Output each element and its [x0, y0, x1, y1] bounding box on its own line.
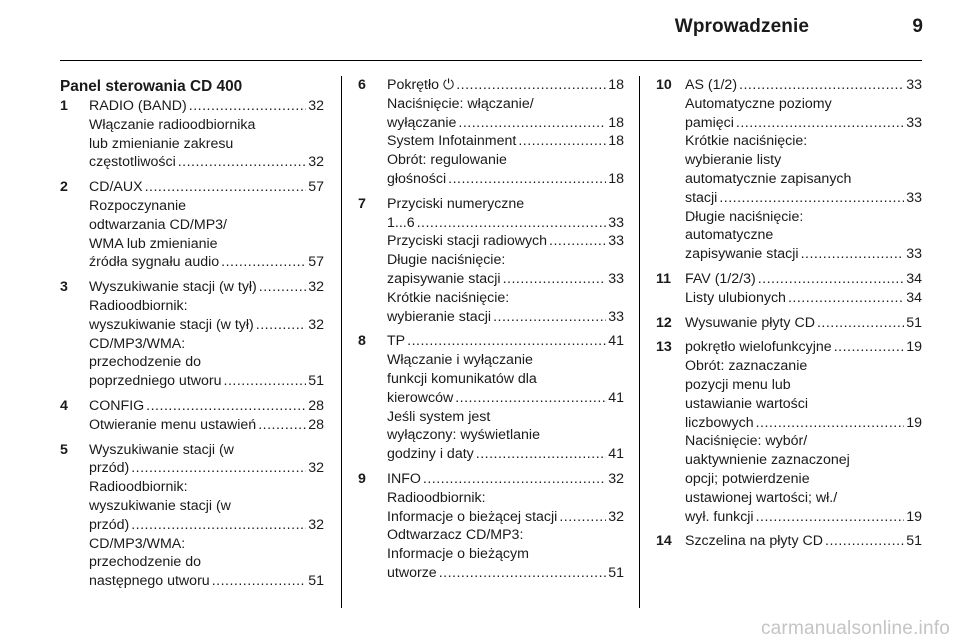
entry-line: [89, 97, 324, 116]
entry-text: Włączanie i wyłączanie: [387, 352, 533, 369]
entry-line: [387, 195, 624, 214]
entry-text: CD/MP3/WMA:: [89, 535, 186, 552]
index-entry-1: [60, 97, 324, 172]
entry-line: [387, 76, 624, 95]
dot-leader: [146, 397, 306, 416]
entry-text: CD/AUX: [89, 179, 143, 196]
dot-leader: [189, 97, 306, 116]
page-header-title: Wprowadzenie: [674, 16, 809, 37]
entry-line: [685, 432, 922, 451]
entry-text: Krótkie naciśnięcie:: [387, 289, 510, 306]
entry-line: [685, 151, 922, 170]
entry-line: [387, 232, 624, 251]
entry-text: Listy ulubionych: [685, 289, 786, 306]
index-entry-10: [656, 76, 922, 264]
page-reference: 28: [308, 397, 324, 414]
entry-line: [685, 95, 922, 114]
dot-leader: [456, 76, 606, 95]
entry-number: 11: [656, 270, 671, 287]
entry-text: 1...6: [387, 214, 415, 231]
entry-text: wył. funkcji: [685, 508, 754, 525]
entry-line: [89, 459, 324, 478]
dot-leader: [145, 178, 307, 197]
dot-leader: [131, 516, 306, 535]
entry-line: [685, 226, 922, 245]
entry-line: [89, 253, 324, 272]
page-reference: 32: [308, 460, 324, 477]
entry-text: Odtwarzacz CD/MP3:: [387, 527, 524, 544]
page-reference: 32: [608, 508, 624, 525]
entry-text: Pokrętło ⏻: [387, 77, 455, 93]
page-reference: 33: [608, 270, 624, 287]
entry-lines: [89, 97, 324, 172]
dot-leader: [736, 114, 904, 133]
dot-leader: [834, 338, 905, 357]
dot-leader: [739, 76, 904, 95]
entry-text: utworze: [387, 564, 437, 581]
entry-line: [89, 153, 324, 172]
entry-text: RADIO (BAND): [89, 98, 187, 114]
entry-text: CD/MP3/WMA:: [89, 335, 186, 352]
page-reference: 33: [608, 233, 624, 250]
entry-line: [387, 95, 624, 114]
dot-leader: [559, 508, 606, 527]
page-reference: 32: [308, 154, 324, 171]
page-reference: 33: [608, 214, 624, 231]
entry-line: [387, 370, 624, 389]
entry-line: [89, 335, 324, 354]
entry-text: wyłączony: wyświetlanie: [387, 427, 540, 444]
index-entry-6: [358, 76, 624, 189]
page-reference: 18: [608, 77, 624, 93]
column-divider-left: [341, 76, 342, 608]
entry-line: [89, 478, 324, 497]
entry-text: CONFIG: [89, 397, 145, 414]
page-reference: 19: [906, 508, 922, 525]
dot-leader: [224, 372, 307, 391]
entry-text: Radioodbiornik:: [89, 479, 188, 496]
index-entry-4: [60, 397, 324, 435]
dot-leader: [131, 459, 306, 478]
entry-number: 14: [656, 533, 672, 550]
content-column-3: [656, 76, 922, 557]
page-reference: 33: [906, 189, 922, 206]
dot-leader: [756, 508, 905, 527]
entry-line: [89, 116, 324, 135]
dot-leader: [801, 245, 905, 264]
entry-line: [685, 338, 922, 357]
entry-line: [387, 132, 624, 151]
entry-line: [89, 178, 324, 197]
entry-line: [387, 408, 624, 427]
entry-lines: [89, 441, 324, 591]
dot-leader: [788, 289, 904, 308]
entry-text: System Infotainment: [387, 133, 517, 150]
entry-text: Wyszukiwanie stacji (w tył): [89, 279, 257, 296]
page-number: 9: [912, 16, 923, 37]
entry-line: [387, 114, 624, 133]
entry-text: automatyczne: [685, 227, 774, 244]
entry-line: [685, 451, 922, 470]
entry-line: [387, 151, 624, 170]
dot-leader: [221, 253, 306, 272]
entry-text: pamięci: [685, 114, 734, 131]
entry-lines: [89, 178, 324, 272]
page-reference: 34: [906, 289, 922, 306]
page-reference: 32: [308, 516, 324, 533]
entry-number: 1: [60, 98, 68, 114]
page-reference: 19: [906, 339, 922, 356]
page-reference: 41: [608, 446, 624, 463]
dot-leader: [719, 189, 904, 208]
entry-line: [89, 372, 324, 391]
entry-number: 12: [656, 314, 672, 331]
entry-line: [89, 135, 324, 154]
entry-number: 3: [60, 279, 68, 296]
page-reference: 18: [608, 133, 624, 150]
entry-line: [685, 270, 922, 289]
page-reference: 32: [308, 98, 324, 114]
entry-number: 5: [60, 441, 68, 458]
entry-text: Długie naciśnięcie:: [387, 252, 506, 269]
entry-line: [89, 235, 324, 254]
entry-line: [387, 332, 624, 351]
entry-text: pozycji menu lub: [685, 376, 791, 393]
entry-line: [685, 76, 922, 95]
entry-number: 10: [656, 77, 672, 93]
entry-text: lub zmienianie zakresu: [89, 135, 234, 152]
entry-line: [685, 532, 922, 551]
entry-text: zapisywanie stacji: [685, 246, 799, 263]
page-reference: 32: [308, 279, 324, 296]
dot-leader: [448, 170, 606, 189]
entry-text: wybieranie listy: [685, 152, 782, 169]
entry-text: wyszukiwanie stacji (w tył): [89, 316, 254, 333]
entry-text: Obrót: zaznaczanie: [685, 358, 808, 375]
entry-line: [89, 316, 324, 335]
page-reference: 41: [608, 333, 624, 350]
entry-line: [387, 470, 624, 489]
entry-line: [685, 114, 922, 133]
entry-line: [685, 489, 922, 508]
entry-line: [387, 289, 624, 308]
entry-text: funkcji komunikatów dla: [387, 370, 537, 387]
page-reference: 51: [608, 564, 624, 581]
entry-line: [387, 545, 624, 564]
entry-line: [387, 251, 624, 270]
entry-line: [387, 508, 624, 527]
entry-text: Szczelina na płyty CD: [685, 533, 823, 550]
entry-text: Radioodbiornik:: [387, 489, 486, 506]
entry-text: ustawianie wartości: [685, 395, 809, 412]
dot-leader: [407, 332, 606, 351]
entry-line: [685, 245, 922, 264]
page-reference: 51: [906, 314, 922, 331]
entry-line: [685, 470, 922, 489]
entry-line: [387, 445, 624, 464]
index-entry-5: [60, 441, 324, 591]
section-title: Panel sterowania CD 400: [60, 78, 243, 95]
entry-lines: [685, 270, 922, 308]
entry-text: wyłączanie: [387, 114, 457, 131]
entry-text: AS (1/2): [685, 77, 738, 93]
entry-lines: [387, 470, 624, 583]
page-reference: 19: [906, 414, 922, 431]
entry-number: 6: [358, 77, 366, 93]
entry-text: TP: [387, 333, 406, 350]
entry-text: Informacje o bieżącym: [387, 546, 529, 563]
entry-lines: [685, 338, 922, 526]
entry-line: [89, 353, 324, 372]
page-reference: 33: [906, 114, 922, 131]
page-reference: 18: [608, 114, 624, 131]
page-reference: 57: [308, 254, 324, 271]
entry-line: [89, 278, 324, 297]
entry-text: Włączanie radioodbiornika: [89, 116, 256, 133]
entry-line: [387, 170, 624, 189]
entry-line: [387, 526, 624, 545]
entry-line: [89, 197, 324, 216]
dot-leader: [178, 153, 306, 172]
entry-text: kierowców: [387, 389, 454, 406]
entry-text: Obrót: regulowanie: [387, 152, 507, 169]
entry-line: [387, 489, 624, 508]
entry-line: [89, 441, 324, 460]
entry-text: źródła sygnału audio: [89, 254, 220, 271]
dot-leader: [756, 414, 905, 433]
entry-lines: [387, 332, 624, 464]
dot-leader: [518, 132, 606, 151]
page-reference: 51: [906, 533, 922, 550]
index-entry-8: [358, 332, 624, 464]
dot-leader: [439, 564, 607, 583]
entry-text: Informacje o bieżącej stacji: [387, 508, 558, 525]
entry-text: poprzedniego utworu: [89, 373, 222, 390]
index-entry-13: [656, 338, 922, 526]
entry-text: przechodzenie do: [89, 354, 202, 371]
dot-leader: [549, 232, 606, 251]
entry-text: FAV (1/2/3): [685, 270, 756, 287]
entry-text: Wyszukiwanie stacji (w: [89, 441, 234, 458]
entry-line: [89, 572, 324, 591]
entry-line: [685, 395, 922, 414]
entry-text: następnego utworu: [89, 573, 210, 590]
page-reference: 51: [308, 573, 324, 590]
page-reference: 32: [608, 470, 624, 487]
content-column-1: [60, 76, 324, 597]
index-entry-14: [656, 532, 922, 551]
dot-leader: [259, 278, 306, 297]
page-reference: 28: [308, 416, 324, 433]
entry-text: głośności: [387, 170, 447, 187]
entry-line: [685, 289, 922, 308]
index-entry-11: [656, 270, 922, 308]
entry-text: Jeśli system jest: [387, 408, 491, 425]
entry-text: wyszukiwanie stacji (w: [89, 497, 231, 514]
entry-text: Rozpoczynanie: [89, 197, 187, 214]
page-reference: 57: [308, 179, 324, 196]
entry-line: [387, 351, 624, 370]
entry-line: [685, 376, 922, 395]
entry-number: 7: [358, 195, 366, 212]
dot-leader: [256, 316, 306, 335]
dot-leader: [476, 445, 606, 464]
entry-text: liczbowych: [685, 414, 754, 431]
entry-text: Otwieranie menu ustawień: [89, 416, 257, 433]
entry-lines: [89, 278, 324, 391]
entry-line: [89, 497, 324, 516]
header-divider: [60, 60, 922, 61]
entry-text: odtwarzania CD/MP3/: [89, 216, 227, 233]
entry-text: stacji: [685, 189, 718, 206]
entry-text: pokrętło wielofunkcyjne: [685, 339, 832, 356]
entry-text: INFO: [387, 470, 421, 487]
entry-line: [89, 397, 324, 416]
entry-text: WMA lub zmienianie: [89, 235, 218, 252]
dot-leader: [423, 470, 606, 489]
entry-number: 13: [656, 339, 672, 356]
page-reference: 33: [906, 246, 922, 263]
page-reference: 34: [906, 270, 922, 287]
entry-text: uaktywnienie zaznaczonej: [685, 452, 850, 469]
entry-line: [387, 270, 624, 289]
entry-lines: [387, 195, 624, 327]
page-reference: 18: [608, 170, 624, 187]
entry-line: [387, 426, 624, 445]
entry-number: 2: [60, 179, 68, 196]
entry-number: 9: [358, 470, 366, 487]
page-reference: 32: [308, 316, 324, 333]
entry-lines: [685, 532, 922, 551]
entry-line: [685, 314, 922, 333]
entry-line: [387, 308, 624, 327]
entry-text: przód): [89, 460, 130, 477]
page-reference: 51: [308, 373, 324, 390]
entry-number: 8: [358, 333, 366, 350]
entry-text: Naciśnięcie: włączanie/: [387, 95, 534, 112]
page-reference: 33: [608, 308, 624, 325]
dot-leader: [758, 270, 905, 289]
entry-line: [685, 508, 922, 527]
dot-leader: [458, 114, 606, 133]
entry-text: Przyciski numeryczne: [387, 195, 525, 212]
entry-line: [685, 357, 922, 376]
index-entry-3: [60, 278, 324, 391]
entry-line: [89, 297, 324, 316]
index-entry-2: [60, 178, 324, 272]
entry-text: Radioodbiornik:: [89, 297, 188, 314]
entry-line: [685, 132, 922, 151]
entry-lines: [89, 397, 324, 435]
entry-line: [89, 553, 324, 572]
dot-leader: [503, 270, 607, 289]
watermark: carmanualsonline.info: [760, 618, 950, 639]
entry-text: opcji; potwierdzenie: [685, 470, 810, 487]
dot-leader: [258, 416, 306, 435]
page-reference: 33: [906, 77, 922, 93]
entry-text: przechodzenie do: [89, 554, 202, 571]
page-reference: 41: [608, 389, 624, 406]
entry-text: Krótkie naciśnięcie:: [685, 133, 808, 150]
entry-text: wybieranie stacji: [387, 308, 492, 325]
entry-line: [387, 214, 624, 233]
entry-lines: [387, 76, 624, 189]
dot-leader: [212, 572, 307, 591]
entry-line: [387, 564, 624, 583]
entry-text: Przyciski stacji radiowych: [387, 233, 548, 250]
index-entry-12: [656, 314, 922, 333]
column-divider-right: [639, 76, 640, 608]
entry-text: godziny i daty: [387, 446, 474, 463]
index-entry-7: [358, 195, 624, 327]
dot-leader: [817, 314, 904, 333]
entry-text: częstotliwości: [89, 154, 176, 171]
entry-line: [89, 516, 324, 535]
entry-text: Naciśnięcie: wybór/: [685, 433, 808, 450]
dot-leader: [417, 214, 607, 233]
dot-leader: [825, 532, 904, 551]
entry-text: ustawionej wartości; wł./: [685, 489, 838, 506]
entry-line: [89, 416, 324, 435]
entry-text: Długie naciśnięcie:: [685, 208, 804, 225]
content-column-2: [358, 76, 624, 589]
index-entry-9: [358, 470, 624, 583]
entry-line: [387, 389, 624, 408]
entry-line: [685, 414, 922, 433]
entry-text: Automatyczne poziomy: [685, 95, 832, 112]
entry-line: [89, 535, 324, 554]
dot-leader: [493, 308, 606, 327]
dot-leader: [455, 389, 606, 408]
entry-text: przód): [89, 516, 130, 533]
entry-text: Wysuwanie płyty CD: [685, 314, 815, 331]
entry-lines: [685, 314, 922, 333]
entry-line: [685, 170, 922, 189]
entry-line: [685, 189, 922, 208]
entry-lines: [685, 76, 922, 264]
entry-text: zapisywanie stacji: [387, 270, 501, 287]
entry-line: [685, 208, 922, 227]
entry-text: automatycznie zapisanych: [685, 170, 852, 187]
entry-number: 4: [60, 397, 68, 414]
entry-line: [89, 216, 324, 235]
